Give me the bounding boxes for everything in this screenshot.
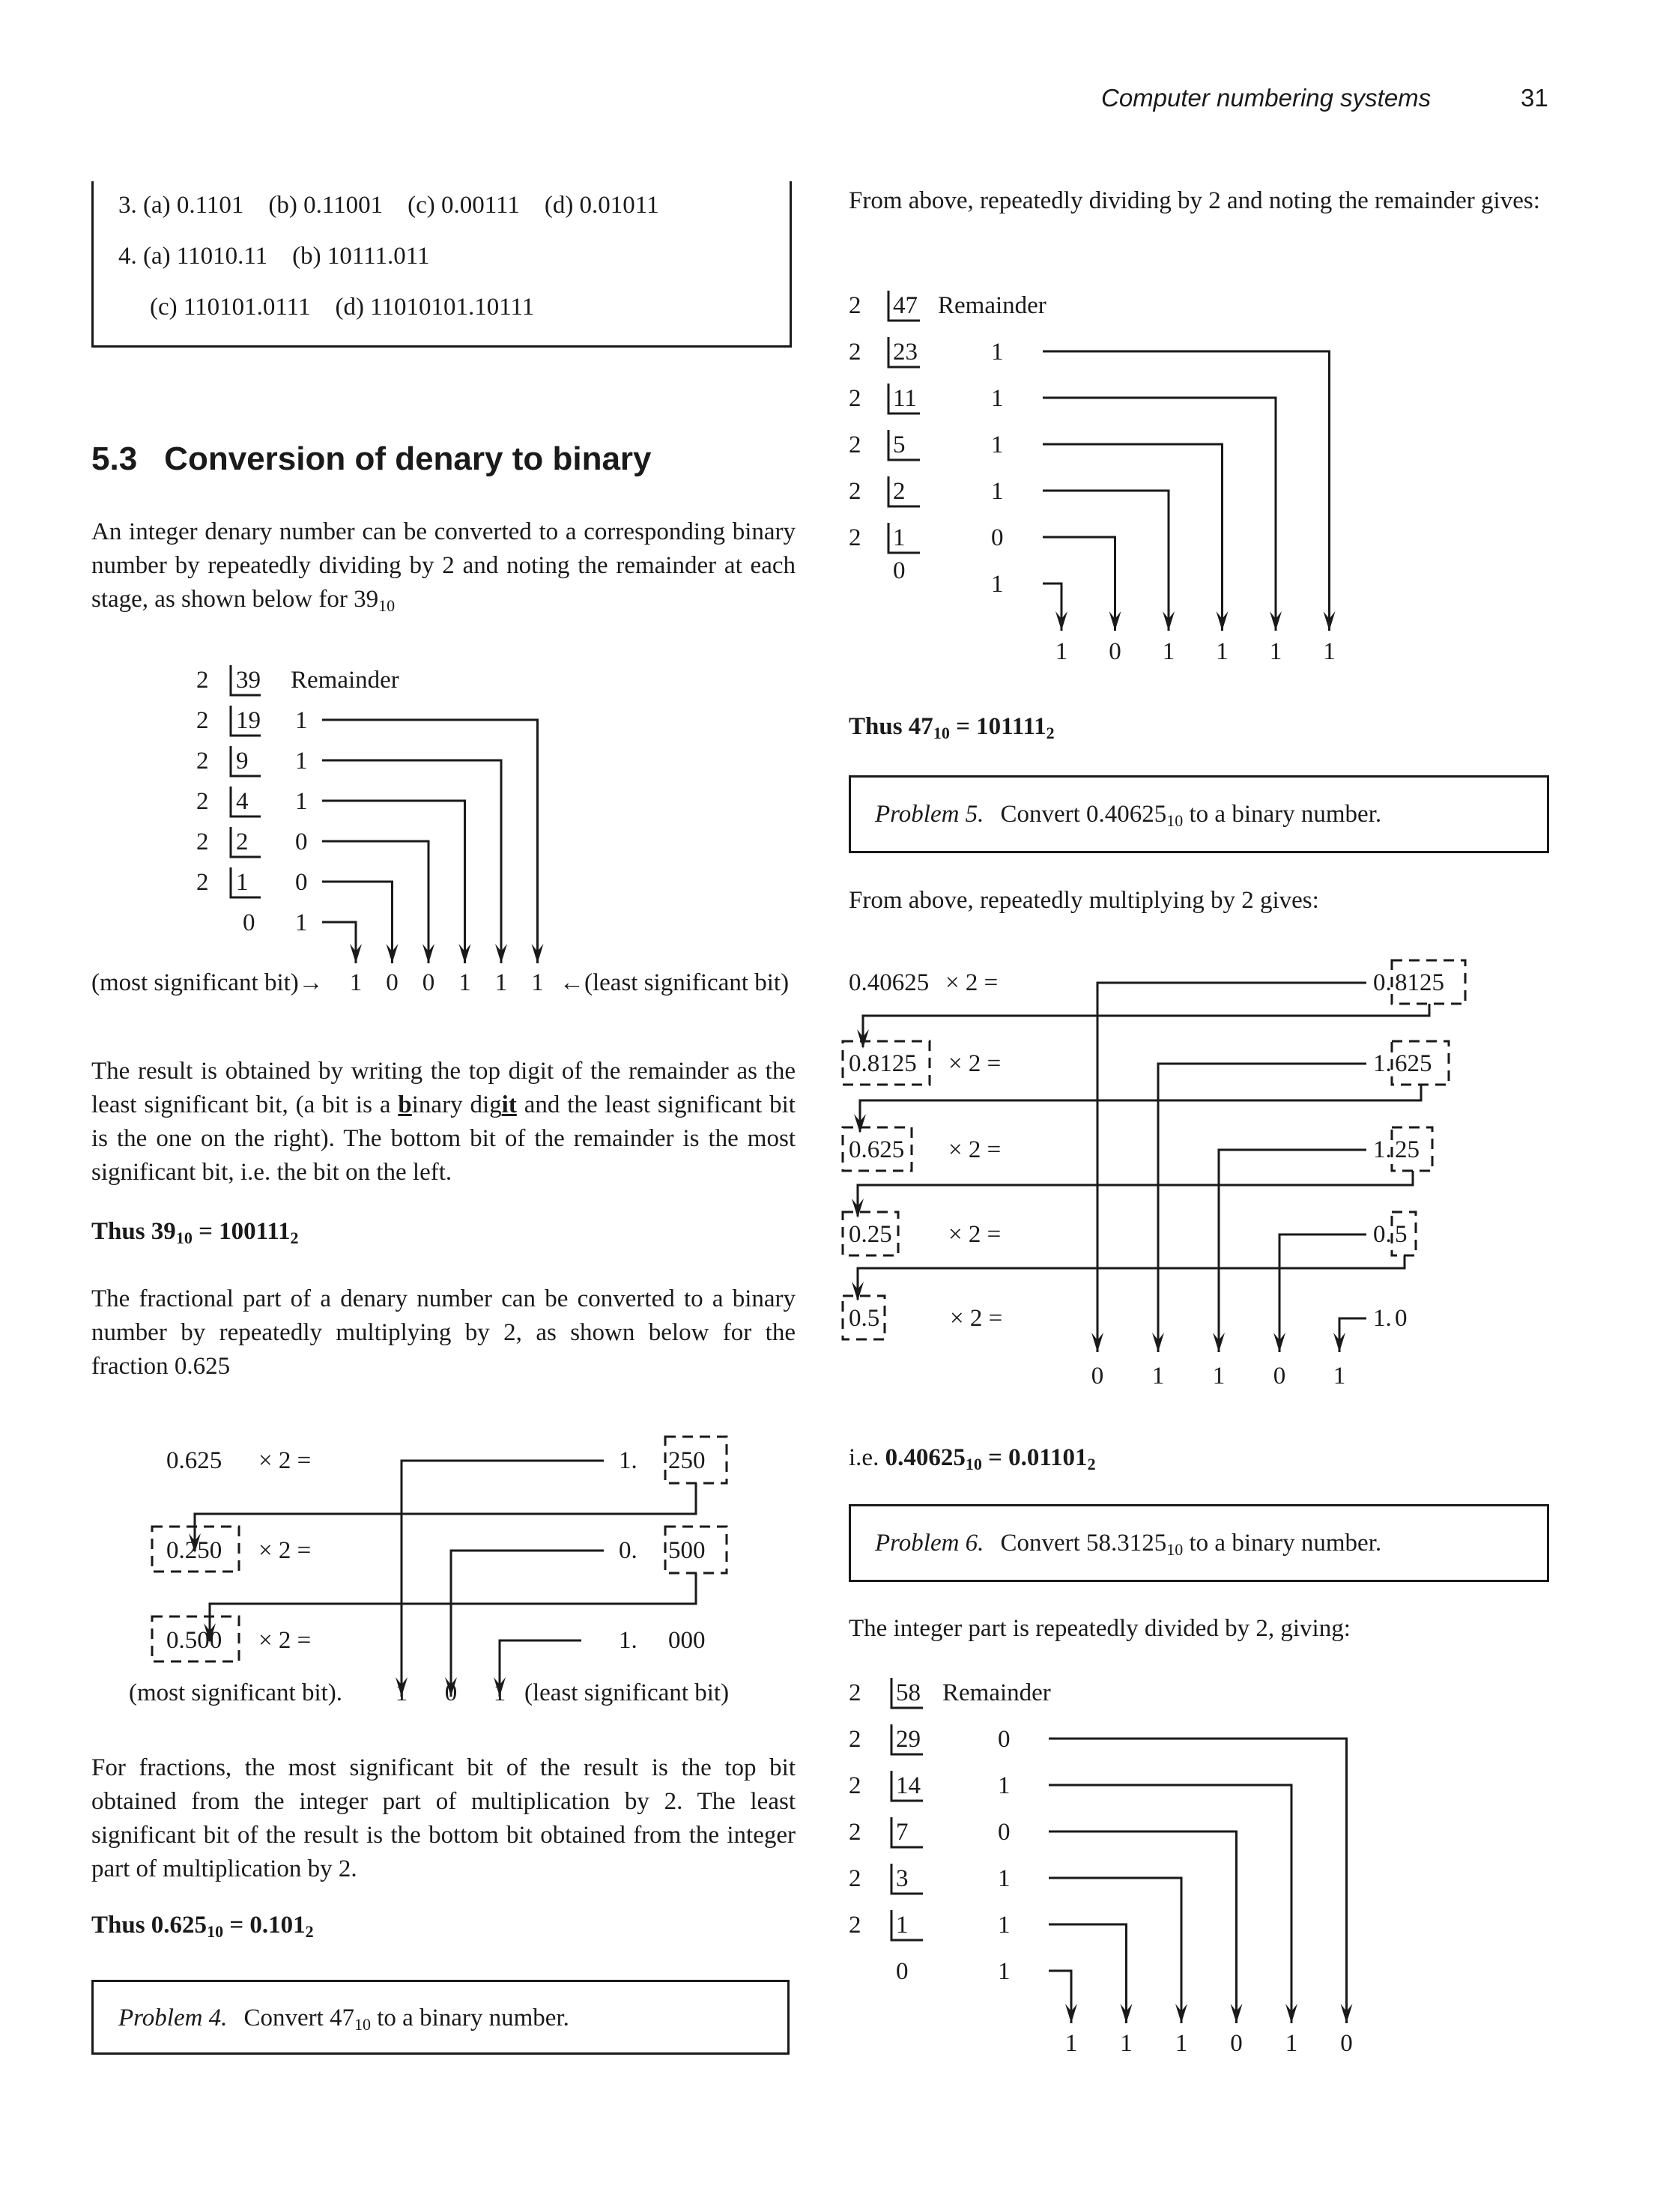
- multiplicand: 0.250: [166, 1537, 222, 1564]
- final-quotient: 0: [896, 1958, 909, 1985]
- remainder-value: 0: [295, 869, 308, 896]
- result-bit: 0: [386, 969, 399, 996]
- result-bit: 1: [1162, 638, 1175, 665]
- divisor: 2: [849, 478, 861, 505]
- result-bit: 1: [531, 969, 544, 996]
- section-number: 5.3: [91, 440, 138, 477]
- msb-label: (most significant bit).: [129, 1679, 343, 1706]
- divisor: 2: [849, 524, 861, 551]
- integer-part: 0.: [1373, 969, 1392, 996]
- thus-0625-sub2: 2: [305, 1922, 314, 1941]
- remainder-value: 1: [295, 788, 308, 815]
- divisor: 2: [196, 707, 209, 734]
- result-bit: 1: [458, 969, 471, 996]
- remainder-value: 1: [991, 385, 1004, 412]
- remainder-value: 1: [998, 1912, 1011, 1939]
- dividend: 1: [236, 869, 249, 896]
- result-bit: 1: [1175, 2030, 1188, 2057]
- fraction-paragraph: The fractional part of a denary number can be converted to a binary number by repeatedly multiplying by 2, as shown below for the fraction 0.625: [91, 1285, 796, 1380]
- integer-part: 1.: [1373, 1136, 1392, 1163]
- mult-intro: From above, repeatedly multiplying by 2 gives:: [849, 887, 1319, 914]
- remainder-label: Remainder: [291, 667, 399, 694]
- dividend: 14: [896, 1772, 921, 1799]
- dividend: 3: [896, 1865, 909, 1892]
- remainder-label: Remainder: [938, 292, 1046, 319]
- problem-6-text: Convert 58.3125: [1000, 1530, 1167, 1557]
- result-bit: 0: [1230, 2030, 1243, 2057]
- remainder-value: 1: [991, 571, 1004, 598]
- integer-part-intro: The integer part is repeatedly divided by 2, giving:: [849, 1615, 1351, 1642]
- problem-6-label: Problem 6.: [875, 1530, 984, 1557]
- thus-47-sub1: 10: [933, 724, 950, 742]
- intro-text: An integer denary number can be converted to a corresponding binary number by repeatedly dividing by 2 and noting the remainder at each stage, as shown below for 39: [91, 518, 796, 613]
- problem-5-label: Problem 5.: [875, 801, 984, 828]
- dividend: 11: [893, 385, 917, 412]
- divisor: 2: [196, 869, 209, 896]
- remainder-value: 1: [295, 707, 308, 734]
- result-bit: 0: [1109, 638, 1121, 665]
- result-bit: 0: [1273, 1363, 1286, 1390]
- remainder-value: 1: [991, 339, 1004, 366]
- multiplicand: 0.500: [166, 1627, 222, 1654]
- multiplicand: 0.8125: [849, 1050, 917, 1077]
- integer-part: 1.: [1373, 1050, 1392, 1077]
- multiply-operator: × 2 =: [948, 1050, 1002, 1077]
- result-bit: 1: [1064, 2030, 1078, 2057]
- underlined-it: it: [501, 1091, 517, 1118]
- divisor: 2: [849, 1679, 861, 1706]
- remainder-label: Remainder: [942, 1679, 1051, 1706]
- problem-5-sub: 10: [1166, 811, 1184, 830]
- fraction-part: 250: [668, 1447, 706, 1474]
- result-bit: 1: [395, 1679, 408, 1706]
- thus-0625-sub1: 10: [207, 1922, 224, 1941]
- thus-47-sub2: 2: [1046, 724, 1055, 742]
- running-title: Computer numbering systems: [1101, 84, 1432, 112]
- multiplicand: 0.625: [166, 1447, 222, 1474]
- result-bit: 0: [422, 969, 435, 996]
- result-bit: 1: [1055, 638, 1068, 665]
- result-text-1: The result is obtained by writing the top digit of the remainder as the least significant bit, (a bit is a: [91, 1058, 796, 1118]
- multiplicand: 0.625: [849, 1136, 905, 1163]
- page-number: 31: [1521, 84, 1548, 112]
- remainder-value: 0: [998, 1726, 1011, 1753]
- integer-part: 1.: [619, 1627, 637, 1654]
- result-bit: 1: [1212, 1363, 1226, 1390]
- problem-6-rest: to a binary number.: [1183, 1530, 1382, 1557]
- fraction-part: 0: [1395, 1305, 1408, 1332]
- remainder-value: 0: [991, 524, 1004, 551]
- divisor: 2: [849, 1819, 861, 1846]
- thus-47-eq: = 101111: [949, 713, 1046, 740]
- result-bit: 1: [1285, 2030, 1298, 2057]
- remainder-value: 1: [295, 748, 308, 775]
- multiply-operator: × 2 =: [258, 1627, 312, 1654]
- multiply-operator: × 2 =: [948, 1136, 1002, 1163]
- result-bit: 1: [1120, 2030, 1133, 2057]
- multiplicand: 0.5: [849, 1305, 880, 1332]
- divisor: 2: [849, 1772, 861, 1799]
- right-intro-paragraph: From above, repeatedly dividing by 2 and noting the remainder gives:: [849, 187, 1540, 214]
- thus-39-eq: = 100111: [192, 1218, 291, 1245]
- thus-0625-eq: = 0.101: [223, 1912, 306, 1939]
- remainder-value: 1: [991, 431, 1004, 458]
- lsb-label: (least significant bit): [524, 1679, 730, 1706]
- remainder-value: 0: [998, 1819, 1011, 1846]
- result-text-2: inary dig: [411, 1091, 502, 1118]
- thus-47-prefix: Thus 47: [849, 713, 933, 740]
- integer-part: 1.: [1373, 1305, 1392, 1332]
- divisor: 2: [849, 385, 861, 412]
- connector-line: [1049, 1785, 1291, 2023]
- result-bit: 0: [1091, 1363, 1104, 1390]
- result-bit: 1: [1151, 1363, 1165, 1390]
- connector-line: [1049, 1924, 1127, 2023]
- problem-5-text: Convert 0.40625: [1000, 801, 1167, 828]
- fraction-part: 8125: [1395, 969, 1444, 996]
- multiply-operator: × 2 =: [945, 969, 999, 996]
- connector-line: [1049, 1831, 1237, 2023]
- divisor: 2: [849, 1912, 861, 1939]
- ie-eq: = 0.01101: [981, 1444, 1088, 1471]
- fraction-part: 5: [1395, 1221, 1408, 1248]
- ie-value: 0.40625: [885, 1444, 966, 1471]
- fraction-part: 25: [1395, 1136, 1420, 1163]
- dividend: 2: [893, 478, 906, 505]
- remainder-value: 1: [998, 1865, 1011, 1892]
- ie-sub1: 10: [965, 1455, 982, 1473]
- multiplicand: 0.25: [849, 1221, 892, 1248]
- remainder-value: 1: [991, 478, 1004, 505]
- problem-6-sub: 10: [1166, 1540, 1184, 1559]
- multiply-operator: × 2 =: [950, 1305, 1003, 1332]
- integer-part: 1.: [619, 1447, 637, 1474]
- remainder-value: 0: [295, 828, 308, 855]
- result-bit: 0: [1340, 2030, 1353, 2057]
- msb-label: (most significant bit)→: [91, 969, 324, 996]
- divisor: 2: [196, 748, 209, 775]
- divisor: 2: [849, 339, 861, 366]
- fraction-part: 000: [668, 1627, 706, 1654]
- fraction-part: 625: [1395, 1050, 1432, 1077]
- divisor: 2: [196, 667, 209, 694]
- problem-4-rest: to a binary number.: [371, 2005, 569, 2031]
- dividend: 23: [893, 339, 918, 366]
- lsb-label: ←(least significant bit): [560, 969, 790, 996]
- result-bit: 1: [1269, 638, 1282, 665]
- problem-4-text: Convert 47: [243, 2005, 355, 2031]
- ie-sub2: 2: [1087, 1455, 1096, 1473]
- multiply-operator: × 2 =: [948, 1221, 1002, 1248]
- dividend: 9: [236, 748, 249, 775]
- multiplicand: 0.40625: [849, 969, 930, 996]
- result-text-3: and the least significant bit is the one on the right). The bottom bit of the remainder is the most significant bit, i.e. the bit on the left.: [91, 1091, 796, 1186]
- remainder-value: 1: [998, 1772, 1011, 1799]
- section-title: Conversion of denary to binary: [164, 440, 652, 477]
- dividend: 2: [236, 828, 249, 855]
- multiply-operator: × 2 =: [258, 1447, 312, 1474]
- result-bit: 1: [1333, 1363, 1346, 1390]
- dividend: 4: [236, 788, 249, 815]
- thus-0625-prefix: Thus 0.625: [91, 1912, 208, 1939]
- dividend: 7: [896, 1819, 909, 1846]
- thus-39-sub1: 10: [175, 1228, 193, 1247]
- problem-4-sub: 10: [354, 2015, 372, 2034]
- integer-part: 0.: [619, 1537, 637, 1564]
- dividend: 1: [896, 1912, 909, 1939]
- divisor: 2: [849, 292, 861, 319]
- problem-4-label: Problem 4.: [118, 2005, 228, 2031]
- fraction-part: 500: [668, 1537, 706, 1564]
- thus-39-prefix: Thus 39: [91, 1218, 176, 1245]
- connector-line: [1049, 1971, 1071, 2023]
- divisor: 2: [196, 828, 209, 855]
- final-quotient: 0: [243, 909, 255, 936]
- intro-subscript: 10: [378, 596, 396, 615]
- dividend: 29: [896, 1726, 921, 1753]
- answers-line-4b: (c) 110101.0111 (d) 11010101.10111: [150, 294, 535, 321]
- answers-line-4a: 4. (a) 11010.11 (b) 10111.011: [118, 243, 430, 270]
- result-bit: 1: [349, 969, 363, 996]
- problem-5-rest: to a binary number.: [1183, 801, 1382, 828]
- dividend: 47: [893, 292, 918, 319]
- integer-part: 0.: [1373, 1221, 1392, 1248]
- multiply-operator: × 2 =: [258, 1537, 312, 1564]
- dividend: 39: [236, 667, 261, 694]
- result-bit: 1: [1323, 638, 1336, 665]
- dividend: 1: [893, 524, 906, 551]
- divisor: 2: [196, 788, 209, 815]
- underlined-b: b: [398, 1091, 412, 1118]
- result-bit: 1: [493, 1679, 506, 1706]
- result-bit: 1: [494, 969, 508, 996]
- fractions-paragraph: For fractions, the most significant bit of the result is the top bit obtained from the integer part of multiplication by 2. The least significant bit of the result is the bottom bit obtained from the integer part of multiplication by 2.: [91, 1754, 796, 1882]
- thus-39-sub2: 2: [290, 1228, 299, 1247]
- result-bit: 1: [1216, 638, 1229, 665]
- dividend: 5: [893, 431, 906, 458]
- divisor: 2: [849, 1865, 861, 1892]
- remainder-value: 1: [998, 1958, 1011, 1985]
- connector-line: [1049, 1878, 1181, 2023]
- ie-prefix: i.e.: [849, 1444, 885, 1471]
- dividend: 58: [896, 1679, 921, 1706]
- remainder-value: 1: [295, 909, 308, 936]
- connector-line: [1049, 1739, 1347, 2023]
- divisor: 2: [849, 1726, 861, 1753]
- divisor: 2: [849, 431, 861, 458]
- result-bit: 0: [444, 1679, 458, 1706]
- answers-line-3: 3. (a) 0.1101 (b) 0.11001 (c) 0.00111 (d) 0.01011: [118, 192, 659, 219]
- dividend: 19: [236, 707, 261, 734]
- final-quotient: 0: [893, 557, 906, 584]
